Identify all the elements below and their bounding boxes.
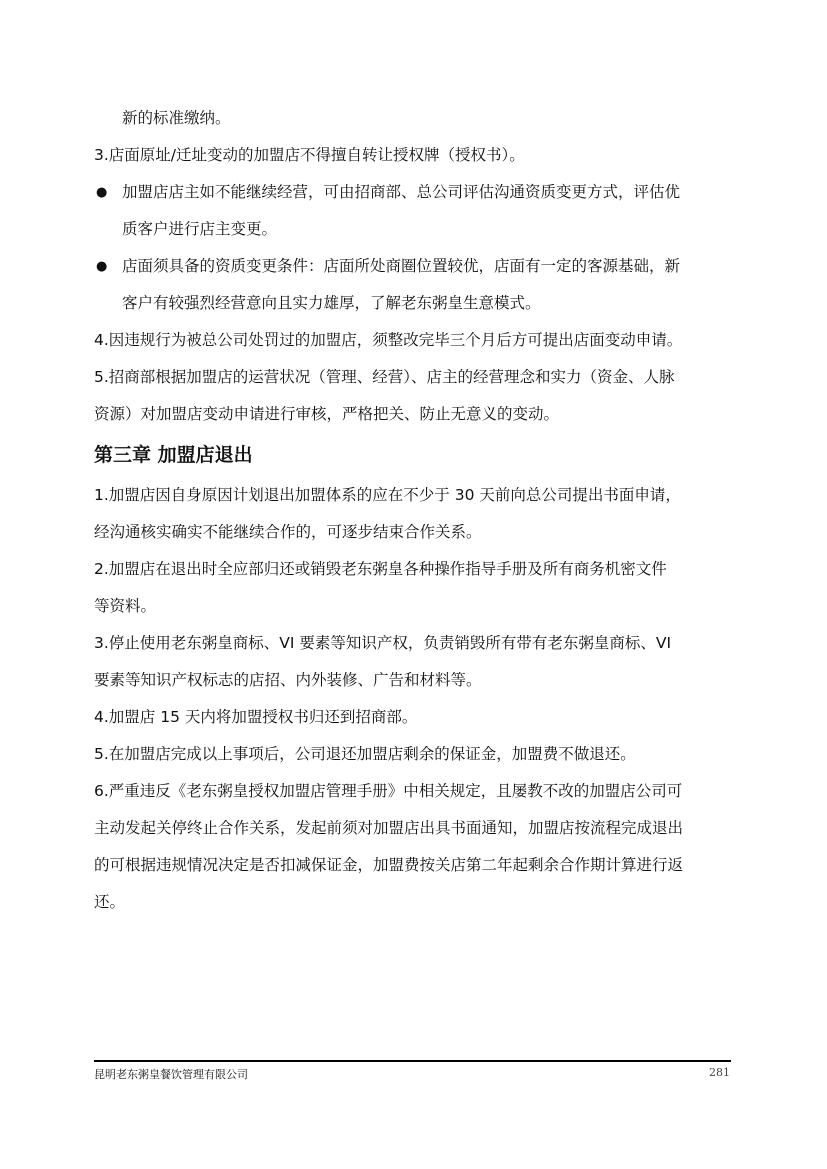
- document-body: [94, 100, 734, 921]
- list-item-5: 5.在加盟店完成以上事项后，公司退还加盟店剩余的保证金，加盟费不做退还。: [94, 745, 636, 763]
- footer-divider: [94, 1060, 731, 1062]
- bullet-icon: ●: [96, 185, 108, 200]
- paragraph-continuation: 新的标准缴纳。: [122, 109, 231, 127]
- bullet-text: 加盟店店主如不能继续经营，可由招商部、总公司评估沟通资质变更方式，评估优: [122, 183, 681, 201]
- list-item-3-continuation: 要素等知识产权标志的店招、内外装修、广告和材料等。: [94, 671, 482, 689]
- list-item-5-continuation: 资源）对加盟店变动申请进行审核，严格把关、防止无意义的变动。: [94, 405, 560, 423]
- list-item-6-continuation: 主动发起关停终止合作关系，发起前须对加盟店出具书面通知，加盟店按流程完成退出: [94, 819, 684, 837]
- chapter-heading: 第三章 加盟店退出: [94, 444, 253, 466]
- list-item-5: 5.招商部根据加盟店的运营状况（管理、经营）、店主的经营理念和实力（资金、人脉: [94, 368, 675, 386]
- list-item-4: 4.因违规行为被总公司处罚过的加盟店，须整改完毕三个月后方可提出店面变动申请。: [94, 331, 683, 349]
- bullet-item: [94, 174, 734, 211]
- list-item-6-continuation: 的可根据违规情况决定是否扣减保证金，加盟费按关店第二年起剩余合作期计算进行返: [94, 856, 684, 874]
- list-item-4: 4.加盟店 15 天内将加盟授权书归还到招商部。: [94, 708, 418, 726]
- list-item-2-continuation: 等资料。: [94, 597, 157, 615]
- page-number: 281: [709, 1066, 730, 1079]
- list-item-3: 3.停止使用老东粥皇商标、VI 要素等知识产权，负责销毁所有带有老东粥皇商标、VI: [94, 634, 672, 652]
- footer-company-name: 昆明老东粥皇餐饮管理有限公司: [94, 1068, 248, 1081]
- bullet-icon: ●: [96, 259, 108, 274]
- list-item-3: 3.店面原址/迁址变动的加盟店不得擅自转让授权牌（授权书）。: [94, 146, 525, 164]
- list-item-6: 6.严重违反《老东粥皇授权加盟店管理手册》中相关规定，且屡教不改的加盟店公司可: [94, 782, 683, 800]
- list-item-6-continuation: 还。: [94, 893, 126, 911]
- list-item-1-continuation: 经沟通核实确实不能继续合作的，可逐步结束合作关系。: [94, 523, 482, 541]
- list-item-2: 2.加盟店在退出时全应部归还或销毁老东粥皇各种操作指导手册及所有商务机密文件: [94, 560, 667, 578]
- list-item-1: 1.加盟店因自身原因计划退出加盟体系的应在不少于 30 天前向总公司提出书面申请，: [94, 486, 681, 504]
- bullet-text-continuation: 客户有较强烈经营意向且实力雄厚，了解老东粥皇生意模式。: [122, 294, 541, 312]
- bullet-item: [94, 248, 734, 285]
- bullet-text: 店面须具备的资质变更条件：店面所处商圈位置较优，店面有一定的客源基础，新: [122, 257, 681, 275]
- bullet-text-continuation: 质客户进行店主变更。: [122, 220, 278, 238]
